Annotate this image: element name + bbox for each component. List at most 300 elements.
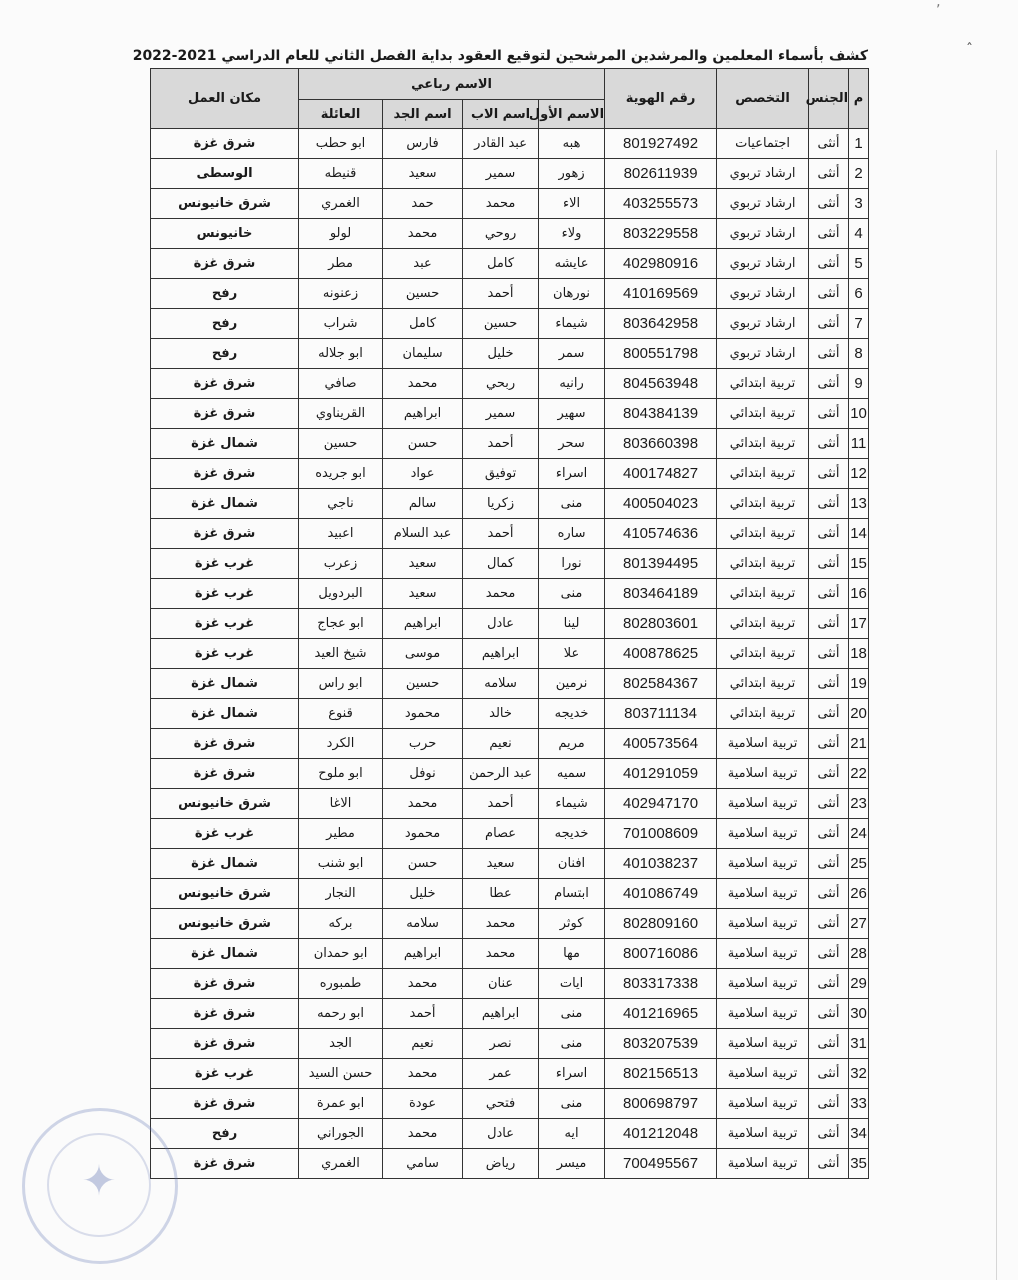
id-number-cell: 401038237	[605, 849, 717, 879]
workplace-cell: رفح	[151, 339, 299, 369]
father-name-cell: أحمد	[463, 789, 539, 819]
table-row	[151, 219, 869, 249]
row-number: 32	[849, 1059, 869, 1089]
id-number-cell: 401216965	[605, 999, 717, 1029]
specialty-cell: ارشاد تربوي	[717, 219, 809, 249]
father-name-cell: سمير	[463, 159, 539, 189]
first-name-cell: شيماء	[539, 309, 605, 339]
grandfather-name-cell: محمد	[383, 369, 463, 399]
workplace-cell: رفح	[151, 279, 299, 309]
id-number-cell: 800698797	[605, 1089, 717, 1119]
table-row	[151, 639, 869, 669]
grandfather-name-cell: خليل	[383, 879, 463, 909]
family-name-cell: ابو جريده	[299, 459, 383, 489]
header-father-name: اسم الاب	[463, 100, 539, 129]
specialty-cell: تربية ابتدائي	[717, 459, 809, 489]
family-name-cell: لولو	[299, 219, 383, 249]
row-number: 31	[849, 1029, 869, 1059]
table-row	[151, 969, 869, 999]
grandfather-name-cell: محمد	[383, 969, 463, 999]
first-name-cell: خديجه	[539, 819, 605, 849]
grandfather-name-cell: عبد السلام	[383, 519, 463, 549]
id-number-cell: 800551798	[605, 339, 717, 369]
family-name-cell: اعبيد	[299, 519, 383, 549]
table-row	[151, 939, 869, 969]
grandfather-name-cell: ابراهيم	[383, 939, 463, 969]
header-num: م	[849, 69, 869, 129]
id-number-cell: 402947170	[605, 789, 717, 819]
first-name-cell: منى	[539, 579, 605, 609]
workplace-cell: شرق خانيونس	[151, 909, 299, 939]
id-number-cell: 803317338	[605, 969, 717, 999]
father-name-cell: فتحي	[463, 1089, 539, 1119]
row-number: 22	[849, 759, 869, 789]
family-name-cell: القريناوي	[299, 399, 383, 429]
first-name-cell: ابتسام	[539, 879, 605, 909]
table-row	[151, 729, 869, 759]
grandfather-name-cell: عودة	[383, 1089, 463, 1119]
gender-cell: أنثى	[809, 609, 849, 639]
gender-cell: أنثى	[809, 759, 849, 789]
family-name-cell: ابو ملوح	[299, 759, 383, 789]
first-name-cell: ولاء	[539, 219, 605, 249]
id-number-cell: 802809160	[605, 909, 717, 939]
grandfather-name-cell: محمد	[383, 219, 463, 249]
scan-edge-line	[996, 150, 997, 1280]
first-name-cell: منى	[539, 489, 605, 519]
workplace-cell: شمال غزة	[151, 669, 299, 699]
table-row	[151, 369, 869, 399]
id-number-cell: 401291059	[605, 759, 717, 789]
family-name-cell: حسن السيد	[299, 1059, 383, 1089]
grandfather-name-cell: حرب	[383, 729, 463, 759]
family-name-cell: الكرد	[299, 729, 383, 759]
gender-cell: أنثى	[809, 969, 849, 999]
specialty-cell: تربية اسلامية	[717, 819, 809, 849]
father-name-cell: أحمد	[463, 519, 539, 549]
family-name-cell: زعنونه	[299, 279, 383, 309]
gender-cell: أنثى	[809, 999, 849, 1029]
scan-mark: ‚	[936, 0, 941, 10]
father-name-cell: روحي	[463, 219, 539, 249]
gender-cell: أنثى	[809, 579, 849, 609]
id-number-cell: 401212048	[605, 1119, 717, 1149]
specialty-cell: تربية اسلامية	[717, 1119, 809, 1149]
family-name-cell: زعرب	[299, 549, 383, 579]
family-name-cell: الجوراني	[299, 1119, 383, 1149]
family-name-cell: شيخ العيد	[299, 639, 383, 669]
table-row	[151, 1119, 869, 1149]
id-number-cell: 803207539	[605, 1029, 717, 1059]
specialty-cell: تربية ابتدائي	[717, 669, 809, 699]
workplace-cell: شمال غزة	[151, 489, 299, 519]
table-row	[151, 819, 869, 849]
specialty-cell: تربية ابتدائي	[717, 369, 809, 399]
family-name-cell: صافي	[299, 369, 383, 399]
grandfather-name-cell: فارس	[383, 129, 463, 159]
grandfather-name-cell: حسين	[383, 669, 463, 699]
row-number: 9	[849, 369, 869, 399]
workplace-cell: شرق غزة	[151, 249, 299, 279]
row-number: 18	[849, 639, 869, 669]
row-number: 33	[849, 1089, 869, 1119]
gender-cell: أنثى	[809, 309, 849, 339]
first-name-cell: شيماء	[539, 789, 605, 819]
id-number-cell: 802611939	[605, 159, 717, 189]
father-name-cell: عصام	[463, 819, 539, 849]
family-name-cell: بركه	[299, 909, 383, 939]
father-name-cell: أحمد	[463, 279, 539, 309]
workplace-cell: شرق غزة	[151, 1149, 299, 1179]
father-name-cell: كمال	[463, 549, 539, 579]
specialty-cell: تربية ابتدائي	[717, 579, 809, 609]
corner-mark: ˆ	[966, 42, 973, 58]
id-number-cell: 803642958	[605, 309, 717, 339]
table-row	[151, 459, 869, 489]
specialty-cell: تربية اسلامية	[717, 969, 809, 999]
workplace-cell: شرق خانيونس	[151, 879, 299, 909]
workplace-cell: شرق غزة	[151, 459, 299, 489]
family-name-cell: قنيطه	[299, 159, 383, 189]
father-name-cell: خليل	[463, 339, 539, 369]
workplace-cell: غرب غزة	[151, 639, 299, 669]
workplace-cell: رفح	[151, 309, 299, 339]
specialty-cell: ارشاد تربوي	[717, 249, 809, 279]
row-number: 17	[849, 609, 869, 639]
row-number: 5	[849, 249, 869, 279]
family-name-cell: ناجي	[299, 489, 383, 519]
grandfather-name-cell: نوفل	[383, 759, 463, 789]
header-id-number: رقم الهوية	[605, 69, 717, 129]
id-number-cell: 400504023	[605, 489, 717, 519]
first-name-cell: اسراء	[539, 1059, 605, 1089]
workplace-cell: شرق غزة	[151, 129, 299, 159]
family-name-cell: شراب	[299, 309, 383, 339]
roster-body	[151, 129, 869, 1179]
table-row	[151, 879, 869, 909]
row-number: 28	[849, 939, 869, 969]
row-number: 35	[849, 1149, 869, 1179]
table-row	[151, 999, 869, 1029]
grandfather-name-cell: موسى	[383, 639, 463, 669]
id-number-cell: 410574636	[605, 519, 717, 549]
workplace-cell: غرب غزة	[151, 549, 299, 579]
row-number: 30	[849, 999, 869, 1029]
gender-cell: أنثى	[809, 159, 849, 189]
grandfather-name-cell: سلامه	[383, 909, 463, 939]
first-name-cell: اسراء	[539, 459, 605, 489]
specialty-cell: تربية اسلامية	[717, 789, 809, 819]
row-number: 7	[849, 309, 869, 339]
grandfather-name-cell: ابراهيم	[383, 399, 463, 429]
first-name-cell: كوثر	[539, 909, 605, 939]
father-name-cell: محمد	[463, 909, 539, 939]
id-number-cell: 410169569	[605, 279, 717, 309]
workplace-cell: شرق غزة	[151, 999, 299, 1029]
gender-cell: أنثى	[809, 729, 849, 759]
id-number-cell: 802584367	[605, 669, 717, 699]
specialty-cell: تربية اسلامية	[717, 939, 809, 969]
specialty-cell: تربية ابتدائي	[717, 489, 809, 519]
family-name-cell: حسين	[299, 429, 383, 459]
row-number: 6	[849, 279, 869, 309]
table-row	[151, 429, 869, 459]
row-number: 11	[849, 429, 869, 459]
workplace-cell: خانيونس	[151, 219, 299, 249]
specialty-cell: ارشاد تربوي	[717, 279, 809, 309]
workplace-cell: شرق غزة	[151, 729, 299, 759]
grandfather-name-cell: أحمد	[383, 999, 463, 1029]
father-name-cell: رياض	[463, 1149, 539, 1179]
row-number: 16	[849, 579, 869, 609]
gender-cell: أنثى	[809, 1029, 849, 1059]
id-number-cell: 700495567	[605, 1149, 717, 1179]
specialty-cell: تربية اسلامية	[717, 1149, 809, 1179]
workplace-cell: شرق غزة	[151, 969, 299, 999]
father-name-cell: أحمد	[463, 429, 539, 459]
specialty-cell: تربية اسلامية	[717, 759, 809, 789]
father-name-cell: عادل	[463, 609, 539, 639]
specialty-cell: ارشاد تربوي	[717, 189, 809, 219]
father-name-cell: كامل	[463, 249, 539, 279]
page-title: كشف بأسماء المعلمين والمرشدين المرشحين لتوقيع العقود بداية الفصل الثاني للعام الدراسي 2021-2022	[132, 48, 868, 64]
father-name-cell: سمير	[463, 399, 539, 429]
grandfather-name-cell: سالم	[383, 489, 463, 519]
gender-cell: أنثى	[809, 519, 849, 549]
official-stamp	[22, 1108, 178, 1264]
specialty-cell: تربية ابتدائي	[717, 399, 809, 429]
first-name-cell: الاء	[539, 189, 605, 219]
first-name-cell: زهور	[539, 159, 605, 189]
father-name-cell: نعيم	[463, 729, 539, 759]
row-number: 8	[849, 339, 869, 369]
table-row	[151, 249, 869, 279]
id-number-cell: 400573564	[605, 729, 717, 759]
table-row	[151, 1059, 869, 1089]
id-number-cell: 803660398	[605, 429, 717, 459]
gender-cell: أنثى	[809, 699, 849, 729]
workplace-cell: شرق خانيونس	[151, 789, 299, 819]
row-number: 34	[849, 1119, 869, 1149]
workplace-cell: غرب غزة	[151, 819, 299, 849]
gender-cell: أنثى	[809, 669, 849, 699]
gender-cell: أنثى	[809, 1089, 849, 1119]
table-row	[151, 309, 869, 339]
gender-cell: أنثى	[809, 1119, 849, 1149]
first-name-cell: لينا	[539, 609, 605, 639]
gender-cell: أنثى	[809, 249, 849, 279]
gender-cell: أنثى	[809, 1149, 849, 1179]
header-family-name: العائلة	[299, 100, 383, 129]
gender-cell: أنثى	[809, 129, 849, 159]
table-row	[151, 1029, 869, 1059]
workplace-cell: غرب غزة	[151, 609, 299, 639]
table-row	[151, 759, 869, 789]
father-name-cell: زكريا	[463, 489, 539, 519]
father-name-cell: توفيق	[463, 459, 539, 489]
first-name-cell: سميه	[539, 759, 605, 789]
header-gender: الجنس	[809, 69, 849, 129]
specialty-cell: تربية ابتدائي	[717, 549, 809, 579]
family-name-cell: الجد	[299, 1029, 383, 1059]
family-name-cell: مطر	[299, 249, 383, 279]
row-number: 10	[849, 399, 869, 429]
row-number: 29	[849, 969, 869, 999]
workplace-cell: شمال غزة	[151, 849, 299, 879]
row-number: 3	[849, 189, 869, 219]
table-row	[151, 159, 869, 189]
gender-cell: أنثى	[809, 489, 849, 519]
row-number: 26	[849, 879, 869, 909]
gender-cell: أنثى	[809, 789, 849, 819]
row-number: 19	[849, 669, 869, 699]
family-name-cell: الغمري	[299, 189, 383, 219]
first-name-cell: نرمين	[539, 669, 605, 699]
first-name-cell: ساره	[539, 519, 605, 549]
gender-cell: أنثى	[809, 459, 849, 489]
family-name-cell: ابو راس	[299, 669, 383, 699]
grandfather-name-cell: محمد	[383, 1119, 463, 1149]
family-name-cell: النجار	[299, 879, 383, 909]
family-name-cell: الاغا	[299, 789, 383, 819]
specialty-cell: تربية اسلامية	[717, 879, 809, 909]
id-number-cell: 803711134	[605, 699, 717, 729]
first-name-cell: نورهان	[539, 279, 605, 309]
workplace-cell: شمال غزة	[151, 939, 299, 969]
father-name-cell: محمد	[463, 579, 539, 609]
id-number-cell: 804384139	[605, 399, 717, 429]
family-name-cell: ابو رحمه	[299, 999, 383, 1029]
specialty-cell: تربية اسلامية	[717, 1059, 809, 1089]
table-row	[151, 699, 869, 729]
gender-cell: أنثى	[809, 879, 849, 909]
family-name-cell: ابو عجاج	[299, 609, 383, 639]
family-name-cell: طمبوره	[299, 969, 383, 999]
specialty-cell: تربية ابتدائي	[717, 609, 809, 639]
workplace-cell: شرق غزة	[151, 519, 299, 549]
table-row	[151, 399, 869, 429]
row-number: 13	[849, 489, 869, 519]
first-name-cell: ايات	[539, 969, 605, 999]
workplace-cell: شرق غزة	[151, 369, 299, 399]
row-number: 14	[849, 519, 869, 549]
row-number: 1	[849, 129, 869, 159]
father-name-cell: عمر	[463, 1059, 539, 1089]
gender-cell: أنثى	[809, 279, 849, 309]
workplace-cell: شمال غزة	[151, 429, 299, 459]
gender-cell: أنثى	[809, 399, 849, 429]
specialty-cell: تربية ابتدائي	[717, 519, 809, 549]
father-name-cell: حسين	[463, 309, 539, 339]
table-row	[151, 609, 869, 639]
workplace-cell: رفح	[151, 1119, 299, 1149]
specialty-cell: تربية اسلامية	[717, 999, 809, 1029]
header-grandfather-name: اسم الجد	[383, 100, 463, 129]
specialty-cell: تربية ابتدائي	[717, 699, 809, 729]
id-number-cell: 804563948	[605, 369, 717, 399]
grandfather-name-cell: نعيم	[383, 1029, 463, 1059]
specialty-cell: ارشاد تربوي	[717, 159, 809, 189]
table-row	[151, 579, 869, 609]
table-row	[151, 279, 869, 309]
gender-cell: أنثى	[809, 339, 849, 369]
row-number: 27	[849, 909, 869, 939]
grandfather-name-cell: كامل	[383, 309, 463, 339]
father-name-cell: سلامه	[463, 669, 539, 699]
first-name-cell: مها	[539, 939, 605, 969]
grandfather-name-cell: حسن	[383, 849, 463, 879]
grandfather-name-cell: حسن	[383, 429, 463, 459]
roster-table	[150, 68, 869, 1179]
eagle-emblem-icon: ✦	[81, 1156, 117, 1205]
father-name-cell: خالد	[463, 699, 539, 729]
first-name-cell: هبه	[539, 129, 605, 159]
specialty-cell: تربية اسلامية	[717, 909, 809, 939]
grandfather-name-cell: محمود	[383, 699, 463, 729]
table-row	[151, 519, 869, 549]
row-number: 24	[849, 819, 869, 849]
row-number: 25	[849, 849, 869, 879]
table-row	[151, 189, 869, 219]
first-name-cell: منى	[539, 1029, 605, 1059]
father-name-cell: سعيد	[463, 849, 539, 879]
specialty-cell: تربية ابتدائي	[717, 639, 809, 669]
header-workplace: مكان العمل	[151, 69, 299, 129]
row-number: 20	[849, 699, 869, 729]
grandfather-name-cell: سعيد	[383, 159, 463, 189]
first-name-cell: سهير	[539, 399, 605, 429]
family-name-cell: ابو عمرة	[299, 1089, 383, 1119]
row-number: 2	[849, 159, 869, 189]
header-full-name: الاسم رباعي	[299, 69, 605, 100]
father-name-cell: عبد الرحمن	[463, 759, 539, 789]
first-name-cell: سحر	[539, 429, 605, 459]
workplace-cell: غرب غزة	[151, 579, 299, 609]
id-number-cell: 401086749	[605, 879, 717, 909]
header-first-name: الاسم الأول	[539, 100, 605, 129]
specialty-cell: اجتماعيات	[717, 129, 809, 159]
first-name-cell: نورا	[539, 549, 605, 579]
family-name-cell: البردويل	[299, 579, 383, 609]
first-name-cell: عايشه	[539, 249, 605, 279]
first-name-cell: خديجه	[539, 699, 605, 729]
first-name-cell: مريم	[539, 729, 605, 759]
header-specialty: التخصص	[717, 69, 809, 129]
gender-cell: أنثى	[809, 939, 849, 969]
specialty-cell: ارشاد تربوي	[717, 309, 809, 339]
table-row	[151, 339, 869, 369]
family-name-cell: مطير	[299, 819, 383, 849]
workplace-cell: شرق غزة	[151, 1029, 299, 1059]
grandfather-name-cell: سامي	[383, 1149, 463, 1179]
row-number: 23	[849, 789, 869, 819]
grandfather-name-cell: سعيد	[383, 549, 463, 579]
row-number: 4	[849, 219, 869, 249]
id-number-cell: 403255573	[605, 189, 717, 219]
family-name-cell: ابو شنب	[299, 849, 383, 879]
first-name-cell: ميسر	[539, 1149, 605, 1179]
workplace-cell: شرق خانيونس	[151, 189, 299, 219]
gender-cell: أنثى	[809, 819, 849, 849]
table-row	[151, 489, 869, 519]
grandfather-name-cell: سعيد	[383, 579, 463, 609]
table-row	[151, 669, 869, 699]
gender-cell: أنثى	[809, 189, 849, 219]
id-number-cell: 402980916	[605, 249, 717, 279]
id-number-cell: 803464189	[605, 579, 717, 609]
first-name-cell: علا	[539, 639, 605, 669]
father-name-cell: عبد القادر	[463, 129, 539, 159]
